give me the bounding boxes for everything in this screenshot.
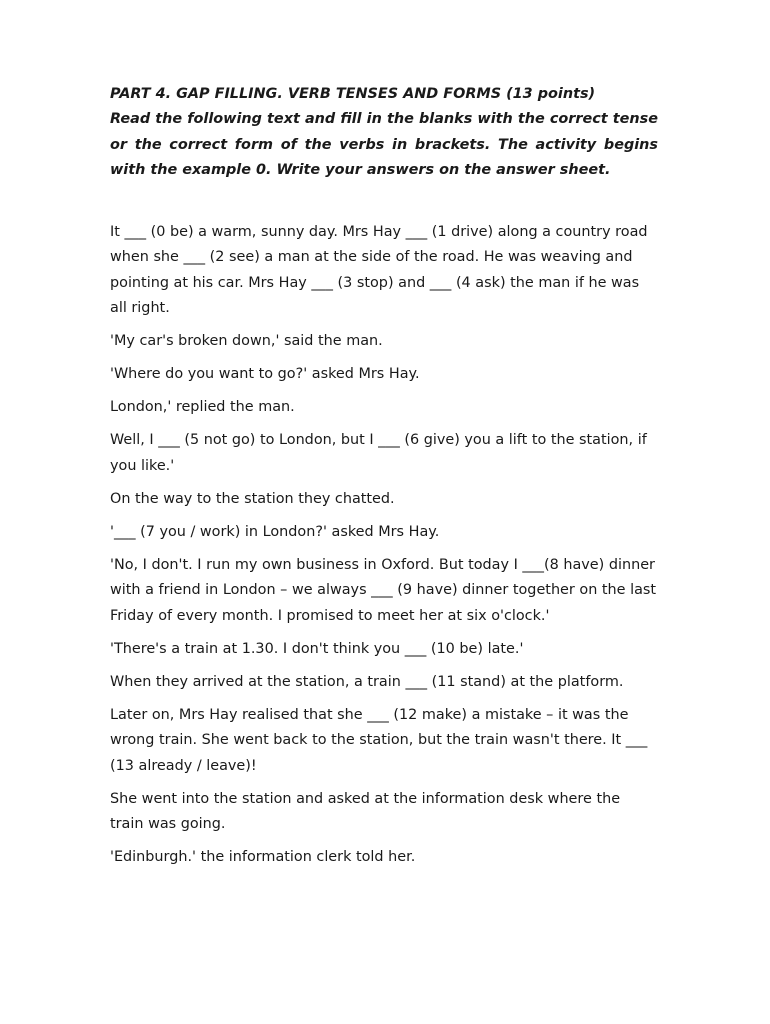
- paragraph: Well, I ___ (5 not go) to London, but I ___ (6 give) you a lift to the station, if you like.': [110, 432, 647, 474]
- paragraph: On the way to the station they chatted.: [110, 490, 395, 507]
- paragraph: When they arrived at the station, a train ___ (11 stand) at the platform.: [110, 673, 624, 690]
- paragraph: She went into the station and asked at the information desk where the train was going.: [110, 790, 621, 833]
- paragraph: 'Where do you want to go?' asked Mrs Hay.: [110, 366, 420, 383]
- story-text: [110, 220, 658, 871]
- paragraph: 'Edinburgh.' the information clerk told her.: [110, 849, 416, 866]
- paragraph: Later on, Mrs Hay realised that she ___ (12 make) a mistake – it was the wrong train. She went back to the station, but the train wasn't there. It ___ (13 already / leave)!: [110, 706, 648, 774]
- document-page: [110, 82, 658, 878]
- part-heading: PART 4. GAP FILLING. VERB TENSES AND FORMS (13 points): [110, 86, 596, 102]
- paragraph: 'My car's broken down,' said the man.: [110, 333, 383, 350]
- instructions-text: Read the following text and fill in the blanks with the correct tense or the correct form of the verbs in brackets. The activity begins with the example 0. Write your answers on the answer sheet.: [110, 111, 658, 179]
- paragraph: It ___ (0 be) a warm, sunny day. Mrs Hay ___ (1 drive) along a country road when she ___ (2 see) a man at the side of the road. He was weaving and pointing at his car. Mrs Hay ___ (3 stop) and ___ (4 ask) the man if he was all right.: [110, 223, 648, 317]
- paragraph: 'No, I don't. I run my own business in Oxford. But today I ___(8 have) dinner with a friend in London – we always ___ (9 have) dinner together on the last Friday of every month. I promised to meet her at six o'clock.': [110, 556, 657, 624]
- paragraph: 'There's a train at 1.30. I don't think you ___ (10 be) late.': [110, 640, 524, 657]
- paragraph: London,' replied the man.: [110, 399, 295, 416]
- instructions-block: [110, 82, 658, 184]
- paragraph: '___ (7 you / work) in London?' asked Mrs Hay.: [110, 523, 440, 540]
